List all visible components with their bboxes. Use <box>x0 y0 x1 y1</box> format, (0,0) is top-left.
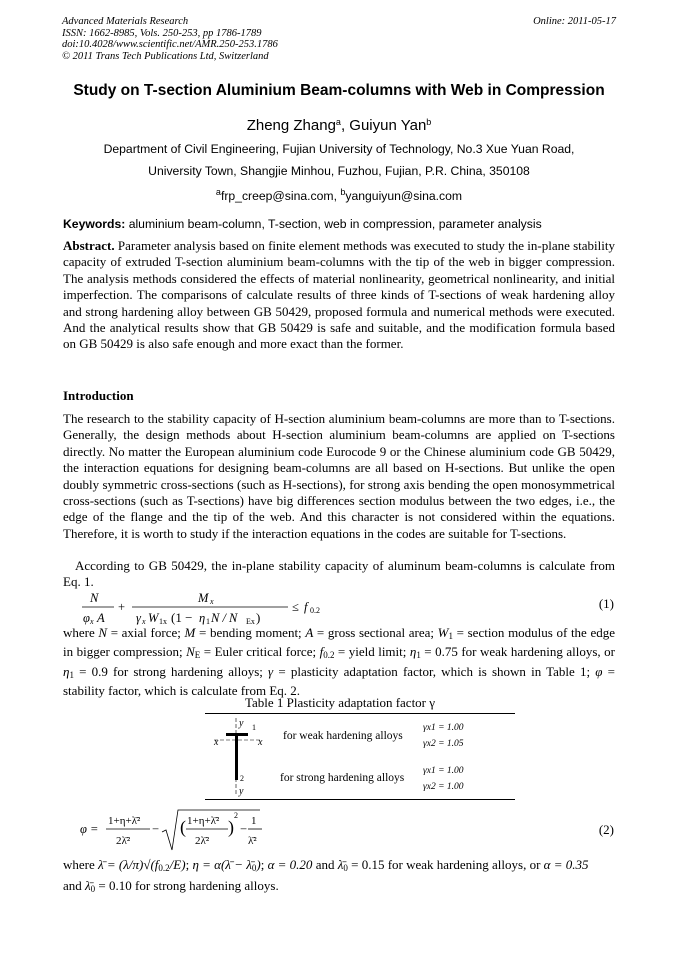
journal-header <box>62 16 278 62</box>
w1-W: W <box>437 625 449 640</box>
eq1-number: (1) <box>598 596 614 611</box>
author-sep: , <box>340 117 350 134</box>
email-a-sup: a <box>215 187 221 197</box>
w2-rest: for strong hardening alloys. <box>131 878 279 893</box>
eq2-inner-minus: − <box>240 822 248 836</box>
row-strong-gamma-2: γx2 = 1.00 <box>423 782 464 792</box>
authors <box>40 117 638 134</box>
eq2-minus: − <box>152 822 160 836</box>
w1-t2: = axial force; <box>107 625 185 640</box>
w2-lambda-def: λ̄ = (λ/π)√(f <box>98 857 159 872</box>
eq2-lhs: φ = <box>80 822 99 836</box>
w2-and: and <box>63 878 86 893</box>
svg-text:1x: 1x <box>159 617 167 626</box>
svg-text:A: A <box>97 611 105 625</box>
abstract <box>63 238 615 353</box>
row-weak-label: for weak hardening alloys <box>283 730 403 742</box>
w1-t8: = 0.75 for weak hardening alloys, or <box>420 644 615 660</box>
eq2-one: 1 <box>251 815 257 827</box>
svg-text:γ: γ <box>136 611 141 625</box>
svg-text:η: η <box>199 611 206 625</box>
axis-x-left: x <box>214 737 219 748</box>
edge-2-label: 2 <box>240 774 244 783</box>
affiliation-line-2: University Town, Shangjie Minhou, Fuzhou, Fujian, P.R. China, 350108 <box>148 163 530 178</box>
w1-t4: = gross sectional area; <box>313 625 438 640</box>
introduction-heading: Introduction <box>63 388 134 403</box>
w2-t2: ; <box>185 857 193 872</box>
svg-text:1: 1 <box>206 617 210 626</box>
author-1-sup: a <box>335 117 341 127</box>
w1-f: f <box>319 644 324 660</box>
eq2-sq-den: λ̄² <box>248 835 257 847</box>
axis-y-top: y <box>239 718 244 729</box>
w1-N: N <box>98 625 108 640</box>
row-strong-gamma-1: γx1 = 1.00 <box>423 766 464 776</box>
author-2-sup: b <box>426 117 432 127</box>
w1-M: M <box>184 625 196 640</box>
w1-A: A <box>305 625 314 640</box>
eq2-number: (2) <box>598 822 614 837</box>
t-section-diagram <box>210 716 270 798</box>
abstract-label: Abstract. <box>63 238 115 253</box>
svg-text:x: x <box>142 617 146 626</box>
table-1-caption: Table 1 Plasticity adaptation factor γ <box>244 695 436 710</box>
online-date: Online: 2011-05-17 <box>533 16 616 27</box>
w2-eta-def: η = α(λ̄ − λ̄ <box>192 857 252 872</box>
w2-t5: for weak hardening alloys, or <box>384 857 544 872</box>
svg-text:(: ( <box>180 817 186 837</box>
intro-paragraph-2: According to GB 50429, the in-plane stability capacity of aluminum beam-columns is calculate from Eq. 1. <box>63 558 615 590</box>
edge-1-label: 1 <box>252 723 256 732</box>
w2-lambda02-val: = 0.10 <box>95 878 132 893</box>
w2-lambda01: λ̄ <box>337 857 344 872</box>
w1-t9: = 0.9 for strong hardening alloys; <box>73 663 269 679</box>
svg-text:W: W <box>148 611 159 625</box>
keywords-text: aluminium beam-column, T-section, web in compression, parameter analysis <box>125 217 542 231</box>
author-1: Zheng Zhang <box>246 117 336 134</box>
w1-t11: = stability factor, which is calculate from Eq. 2. <box>63 663 615 699</box>
row-strong-label: for strong hardening alloys <box>280 772 405 784</box>
w2-alpha1: α = 0.20 <box>267 857 313 872</box>
email-b-sup: b <box>340 187 346 197</box>
w1-eta1: η <box>409 644 417 660</box>
axis-x-right: x <box>258 737 263 748</box>
w2-alpha2: α = 0.35 <box>543 857 589 872</box>
w1-t5: = section modulus of the edge in bigger compression; <box>63 625 615 660</box>
emails <box>40 182 638 208</box>
eq2-frac1-den: 2λ̄² <box>116 835 131 847</box>
table-top-rule <box>205 713 515 714</box>
email-b[interactable]: yanguiyun@sina.com <box>345 189 463 203</box>
w1-gamma: γ <box>268 663 274 679</box>
intro-paragraph-1: The research to the stability capacity of H-section aluminium beam-columns are more than to T-sections. Generally, the design methods about H-section aluminium beam-columns are applied on T-sections directly. No matter the European aluminium code Eurocode 9 or the Chinese aluminium code GB 50429, the interaction equations for designing beam-columns are all based on H-sections. But unlike the open doubly symmetric cross-sections (such as H-sections), for strong axis bending the open monosymmetrical cross-sections (such as T-sections) have big differences section modulus between the two edges, i.e., the edge of the flange and the tip of the web. And this character is not considered within the equations. Therefore, it is worth to study if the interaction equations in the codes are suitable for T-sections. <box>63 411 615 541</box>
w2-eta-end: ) <box>256 857 261 872</box>
paper-title: Study on T-section Aluminium Beam-columns with Web in Compression <box>73 82 605 99</box>
w1-t3: = bending moment; <box>195 625 306 640</box>
svg-text:): ) <box>256 610 261 625</box>
issn-line: ISSN: 1662-8985, Vols. 250-253, pp 1786-1789 <box>62 27 262 39</box>
w2-lambda01-val: = 0.15 <box>347 857 385 872</box>
equation-1 <box>70 590 320 626</box>
w1-t6: = Euler critical force; <box>200 644 320 660</box>
eq1-num-n: N <box>90 591 99 605</box>
svg-text:): ) <box>228 817 234 837</box>
svg-text:+: + <box>118 600 126 614</box>
w1-eta2: η <box>63 663 70 679</box>
svg-text:≤: ≤ <box>292 600 299 614</box>
email-a[interactable]: frp_creep@sina.com, <box>220 189 341 203</box>
keywords <box>63 217 615 231</box>
eq2-frac1-num: 1+η+λ̄² <box>108 815 141 827</box>
copyright-line: © 2011 Trans Tech Publications Ltd, Switzerland <box>62 50 269 62</box>
w2-t4: and <box>312 857 338 872</box>
axis-y-bottom: y <box>239 786 244 797</box>
journal-name: Advanced Materials Research <box>62 16 189 27</box>
eq1-num-m: M <box>198 591 209 605</box>
where-paragraph-1: where N = axial force; M = bending moment; A = gross sectional area; $W_1$ = section modulus of the edge in bigger compression; $N_E$ = Euler critical force; $f_{0.2}$ = yield limit; $\eta_1 = 0.75$ for weak hardening alloys, or $\eta_1 = 0.9$ for strong hardening alloys; γ = plasticity adaptation factor, which is shown in Table 1; φ = stability factor, which is calculate from Eq. 2. <box>63 625 615 699</box>
w1-t1: where <box>63 625 99 640</box>
abstract-text: Parameter analysis based on finite element methods was executed to study the in-plane stability capacity of extruded T-section aluminium beam-columns with the tip of the web in bigger compression. The analysis methods considered the effects of material nonlinearity, geometrical nonlinearity, and initial imperfection. The comparisons of calculate results of three kinds of T-sections of weak hardening alloy and strong hardening alloy between GB 50429, proposed formula and numerical methods were executed. And the analytical results show that GB 50429 is safe and suitable, and the modification formula based on GB 50429 is also safe enough and more exact than the former. <box>63 238 616 352</box>
eq2-power: 2 <box>234 811 238 820</box>
doi-line: doi:10.4028/www.scientific.net/AMR.250-253.1786 <box>62 39 278 50</box>
w2-lambda02: λ̄ <box>85 878 91 893</box>
w2-t1: where <box>63 857 99 872</box>
row-weak-gamma-1: γx1 = 1.00 <box>423 723 464 733</box>
row-weak-gamma-2: γx2 = 1.05 <box>423 739 464 749</box>
svg-text:x: x <box>90 617 94 626</box>
svg-text:0.2: 0.2 <box>310 606 320 615</box>
w2-t3: ; <box>260 857 268 872</box>
svg-text:x: x <box>210 597 214 606</box>
w1-phi: φ <box>595 663 603 679</box>
eq2-frac2-num: 1+η+λ̄² <box>187 815 220 827</box>
affiliation <box>40 139 638 208</box>
table-bottom-rule <box>205 799 515 800</box>
svg-text:N / N: N / N <box>211 611 238 625</box>
w1-t7: = yield limit; <box>334 644 410 660</box>
w2-lambda-end: /E) <box>169 857 186 872</box>
w1-NE: N <box>186 644 195 660</box>
keywords-label: Keywords: <box>63 217 126 231</box>
svg-text:φ: φ <box>83 611 90 625</box>
svg-text:Ex: Ex <box>246 617 255 626</box>
affiliation-line-1: Department of Civil Engineering, Fujian University of Technology, No.3 Xue Yuan Road, <box>103 142 575 156</box>
w1-t10: = plasticity adaptation factor, which is shown in Table 1; <box>273 663 596 679</box>
where-paragraph-2: where λ̄ = $(\lambda/\pi)√(f_{0.2}/E)$; η = α(λ̄ − $\lambdā_0$); α = 0.20 and $\lambdā_0 = 0.15$ for weak hardening alloys, or α = 0.35 and $\lambdā_0 = 0.10$ for strong hardening alloys. <box>63 857 589 894</box>
svg-text:(1 −: (1 − <box>171 610 193 625</box>
svg-text:f: f <box>304 600 308 614</box>
author-2: Guiyun Yan <box>349 117 427 134</box>
eq2-frac2-den: 2λ̄² <box>195 835 210 847</box>
equation-2 <box>80 808 280 854</box>
